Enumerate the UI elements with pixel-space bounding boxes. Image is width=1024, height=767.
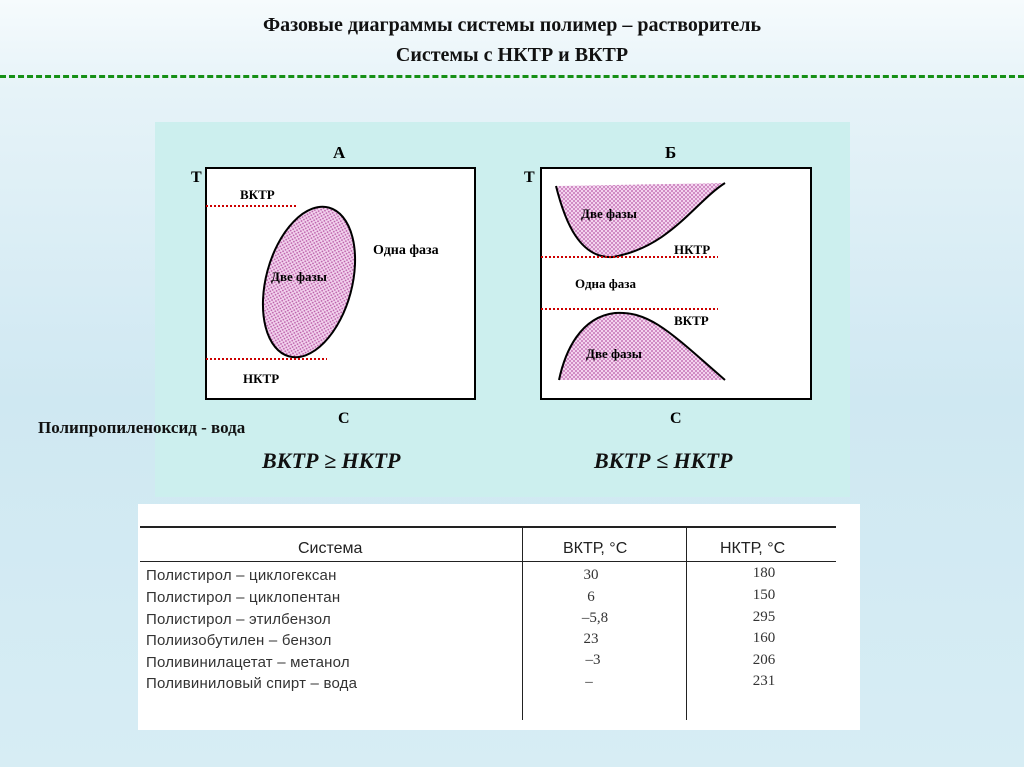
table-top-rule [140,526,836,528]
diagram-b-lower-two-phase-label: Две фазы [586,346,642,361]
table-row-ucst: 6 [587,589,595,605]
diagram-b-axis-t: Т [524,169,535,186]
slide-title-line-1: Фазовые диаграммы системы полимер – растворитель [262,14,762,36]
slide-title-line-2: Системы с НКТР и ВКТР [395,44,629,66]
critical-temperature-table [138,504,860,730]
table-row-ucst: 30 [583,567,599,583]
table-row-system: Поливинилацетат – метанол [146,654,350,671]
table-row-ucst: – [585,674,593,690]
table-header-ucst: ВКТР, °С [563,540,628,557]
table-row-system: Полистирол – этилбензол [146,611,331,628]
table-row-ucst: –5,8 [581,610,609,626]
table-row-lcst: 150 [752,587,776,603]
inequality-a: ВКТР ≥ НКТР [262,448,401,473]
diagram-a-axis-c: С [338,410,350,427]
diagram-b-upper-two-phase-label: Две фазы [581,206,637,221]
table-row-system: Полистирол – циклогексан [146,567,337,584]
table-header-lcst: НКТР, °С [720,540,786,557]
phase-diagrams [155,122,850,497]
table-row-lcst: 295 [752,609,776,625]
table-row-lcst: 231 [752,673,776,689]
diagram-a-axis-t: Т [191,169,202,186]
inequality-b: ВКТР ≤ НКТР [594,448,733,473]
diagram-a-label: А [333,143,346,162]
diagram-panel [155,122,850,497]
table-col-divider-2 [686,528,687,720]
table-row-lcst: 160 [752,630,776,646]
table-col-divider-1 [522,528,523,720]
diagram-a-one-phase-label: Одна фаза [373,243,439,258]
diagram-a-lcst-label: НКТР [243,371,280,386]
title-divider [0,75,1024,78]
diagram-a-two-phase-label: Две фазы [271,269,327,284]
table-row-ucst: –3 [585,652,601,668]
table-row-system: Полиизобутилен – бензол [146,632,332,649]
table-row-lcst: 180 [752,565,776,581]
table-header-system: Система [298,540,363,557]
table-row-ucst: 23 [583,631,599,647]
diagram-b-axis-c: С [670,410,682,427]
table-header-rule [140,561,836,562]
diagram-a-ucst-label: ВКТР [240,187,275,202]
table-row-system: Полистирол – циклопентан [146,589,341,606]
system-caption: Полипропиленоксид - вода [38,418,246,437]
table-row-system: Поливиниловый спирт – вода [146,675,358,692]
diagram-b-ucst-label: ВКТР [674,313,709,328]
diagram-b-one-phase-label: Одна фаза [575,276,636,291]
table-row-lcst: 206 [752,652,776,668]
diagram-b-lcst-label: НКТР [674,242,711,257]
diagram-b-label: Б [665,143,677,162]
